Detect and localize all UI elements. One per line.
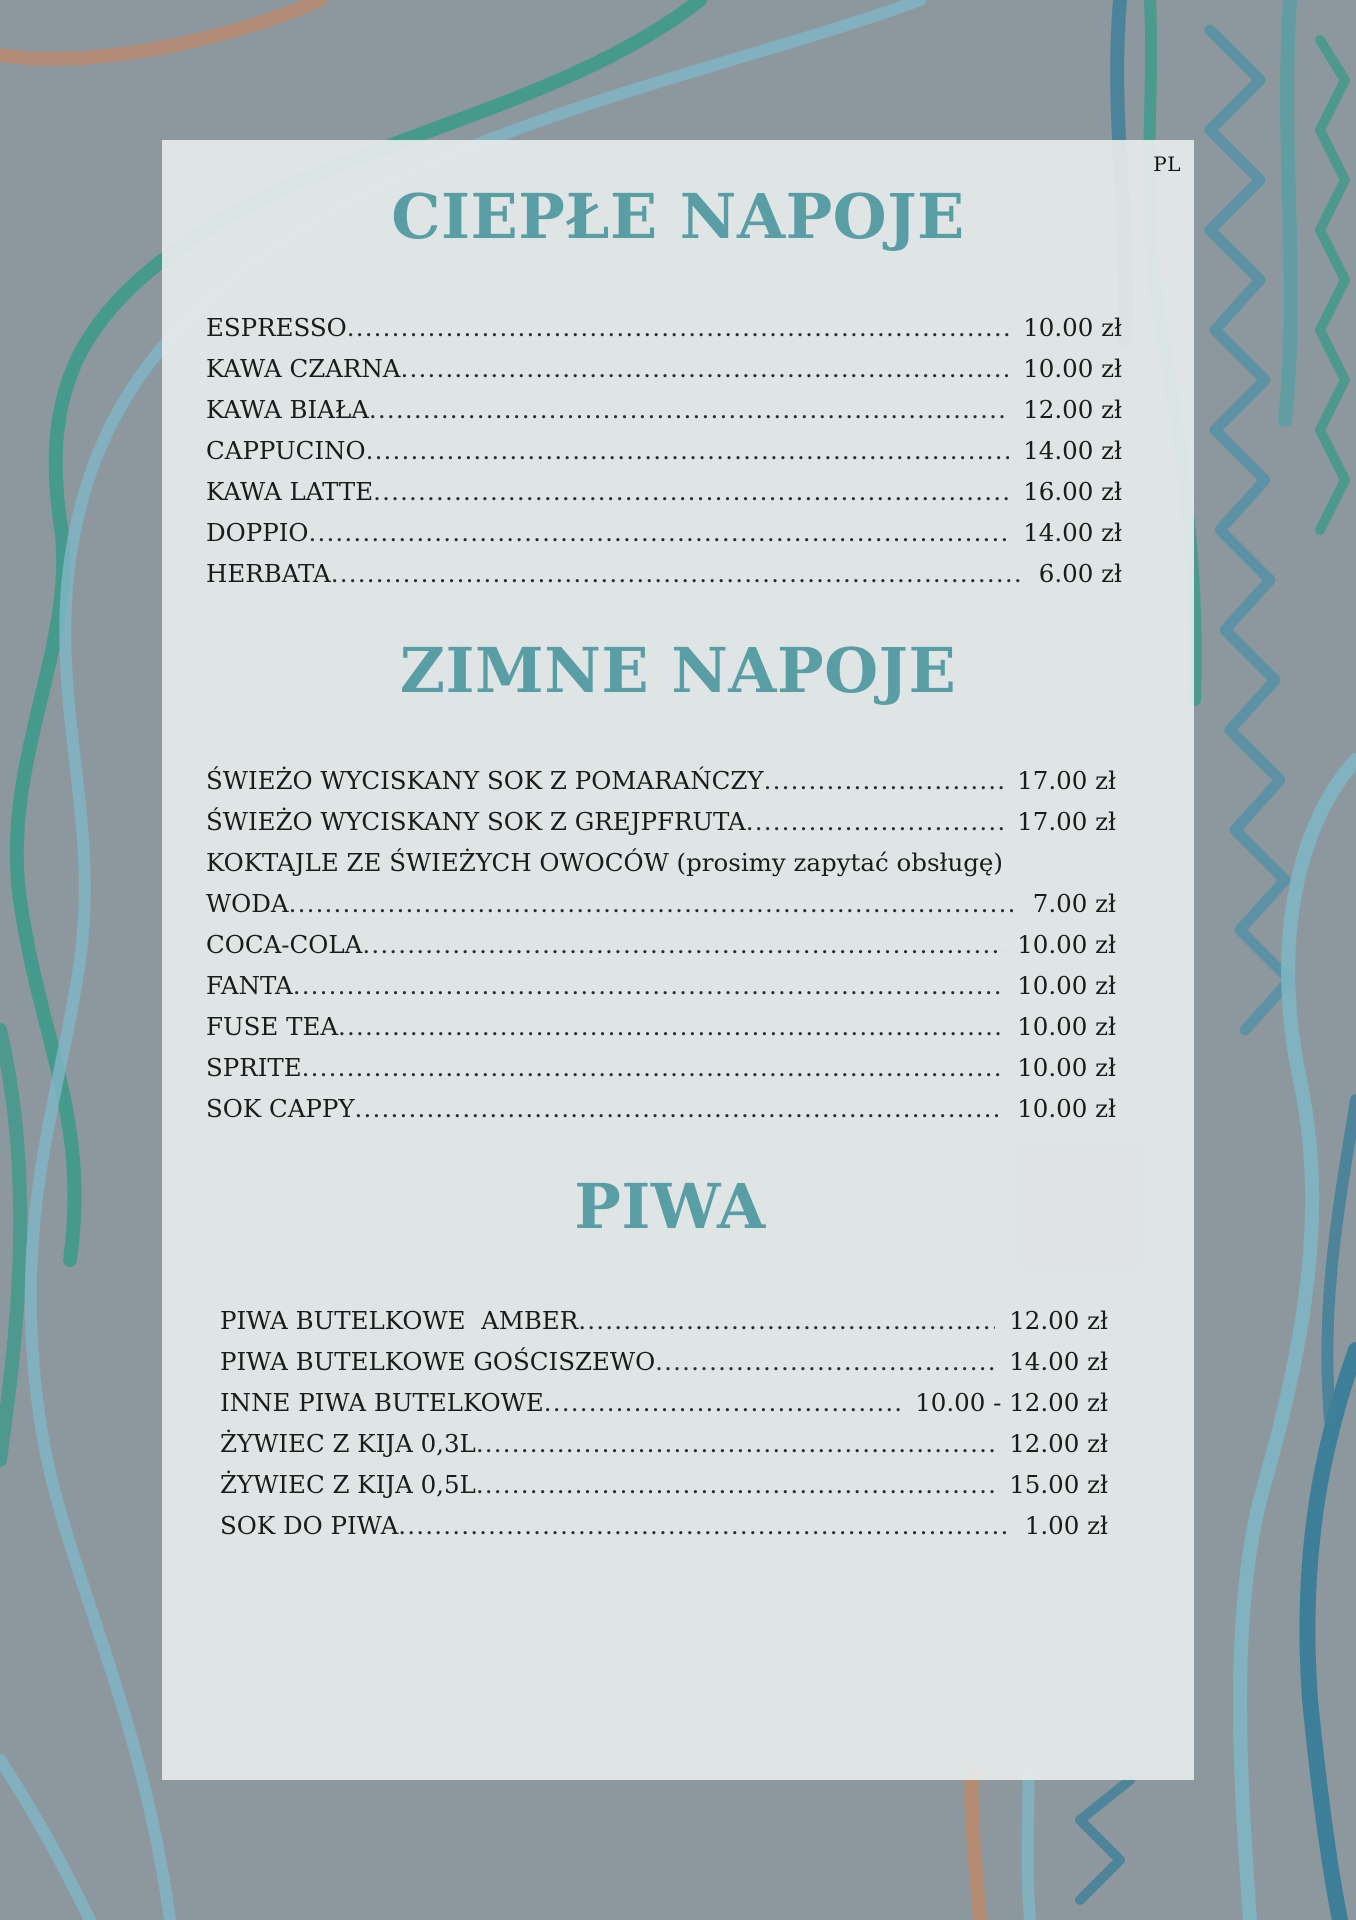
language-label: PL <box>1153 152 1181 176</box>
menu-item: CAPPUCINO ..... 14.00 zł <box>206 430 1122 471</box>
menu-item: ŻYWIEC Z KIJA 0,3L ..... 12.00 zł <box>220 1423 1108 1464</box>
dot-leader <box>308 512 1009 553</box>
teal-bottom-stroke <box>1028 1770 1030 1920</box>
dot-leader <box>366 430 1010 471</box>
menu-item: DOPPIO ..... 14.00 zł <box>206 512 1122 553</box>
menu-item: ESPRESSO ..... 10.00 zł <box>206 307 1122 348</box>
blue-bottom-zigzag <box>1080 1780 1130 1900</box>
dot-leader <box>544 1382 901 1423</box>
zigzag-stroke-2 <box>1320 40 1345 530</box>
dot-leader <box>401 348 1010 389</box>
menu-item: COCA-COLA ..... 10.00 zł <box>206 924 1116 965</box>
menu-item: FANTA ..... 10.00 zł <box>206 965 1116 1006</box>
menu-item: PIWA BUTELKOWE AMBER ..... 12.00 zł <box>220 1300 1108 1341</box>
dot-leader <box>331 553 1025 594</box>
blue-vertical-stroke-2 <box>1285 0 1291 420</box>
light-blue-curve-stroke <box>1240 760 1356 1920</box>
dot-leader <box>347 307 1010 348</box>
menu-item: KAWA LATTE ..... 16.00 zł <box>206 471 1122 512</box>
menu-item: HERBATA ..... 6.00 zł <box>206 553 1122 594</box>
dot-leader <box>476 1423 995 1464</box>
dot-leader <box>373 471 1009 512</box>
dot-leader <box>655 1341 995 1382</box>
dot-leader <box>764 760 1004 801</box>
section-title-hot-drinks: CIEPŁE NAPOJE <box>391 180 965 253</box>
dot-leader <box>362 924 1003 965</box>
dot-leader <box>476 1464 995 1505</box>
menu-item: ŚWIEŻO WYCISKANY SOK Z POMARAŃCZY ..... 17.00 zł <box>206 760 1116 801</box>
menu-item: WODA ..... 7.00 zł <box>206 883 1116 924</box>
blue-curve-stroke <box>1307 1350 1356 1920</box>
dot-leader <box>398 1505 1011 1546</box>
menu-card <box>162 140 1194 1780</box>
section-title-cold-drinks: ZIMNE NAPOJE <box>399 634 957 707</box>
menu-item: KOKTAJLE ZE ŚWIEŻYCH OWOCÓW (prosimy zapytać obsługę) <box>206 848 1003 877</box>
dot-leader <box>293 965 1004 1006</box>
peach-bottom-stroke <box>972 1770 980 1920</box>
dot-leader <box>369 389 1009 430</box>
peach-stroke <box>0 0 320 59</box>
teal-wave-stroke-2 <box>0 1030 20 1460</box>
section-title-beers: PIWA <box>574 1170 766 1243</box>
menu-item: SOK DO PIWA ..... 1.00 zł <box>220 1505 1108 1546</box>
zigzag-stroke <box>1210 30 1290 1030</box>
light-blue-wave-stroke-3 <box>0 1760 90 1920</box>
menu-item: INNE PIWA BUTELKOWE ..... 10.00 - 12.00 zł <box>220 1382 1108 1423</box>
dot-leader <box>355 1088 1004 1129</box>
menu-item: PIWA BUTELKOWE GOŚCISZEWO ..... 14.00 zł <box>220 1341 1108 1382</box>
menu-item: ŚWIEŻO WYCISKANY SOK Z GREJPFRUTA ..... 17.00 zł <box>206 801 1116 842</box>
hot-drinks-list <box>206 307 1122 594</box>
menu-item: SOK CAPPY ..... 10.00 zł <box>206 1088 1116 1129</box>
dot-leader <box>338 1006 1003 1047</box>
dot-leader <box>578 1300 995 1341</box>
menu-item: KAWA CZARNA ..... 10.00 zł <box>206 348 1122 389</box>
dot-leader <box>746 801 1003 842</box>
dot-leader <box>302 1047 1004 1088</box>
menu-item: KAWA BIAŁA ..... 12.00 zł <box>206 389 1122 430</box>
cold-drinks-list <box>206 760 1116 1129</box>
dot-leader <box>289 883 1019 924</box>
menu-item: ŻYWIEC Z KIJA 0,5L ..... 15.00 zł <box>220 1464 1108 1505</box>
beers-list <box>220 1300 1108 1546</box>
menu-item: SPRITE ..... 10.00 zł <box>206 1047 1116 1088</box>
menu-item: FUSE TEA ..... 10.00 zł <box>206 1006 1116 1047</box>
